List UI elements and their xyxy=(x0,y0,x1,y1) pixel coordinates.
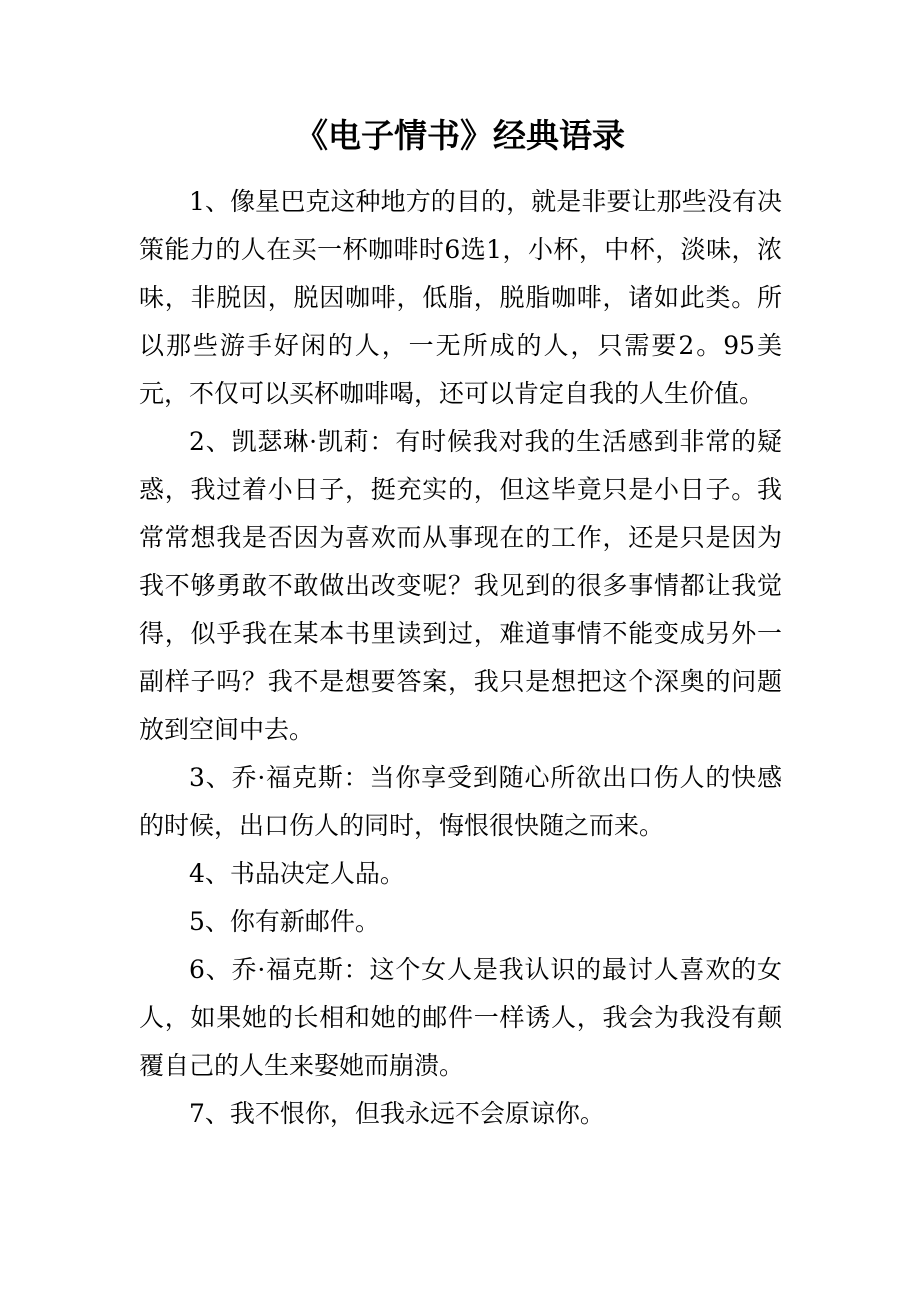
quote-paragraph-3: 3、乔·福克斯：当你享受到随心所欲出口伤人的快感的时候，出口伤人的同时，悔恨很快随之而来。 xyxy=(139,763,782,840)
quote-paragraph-5: 5、你有新邮件。 xyxy=(189,907,380,936)
document-body xyxy=(139,178,782,1138)
quote-paragraph-6: 6、乔·福克斯：这个女人是我认识的最讨人喜欢的女人，如果她的长相和她的邮件一样诱人，我会为我没有颠覆自己的人生来娶她而崩溃。 xyxy=(139,955,782,1080)
document-title: 《电子情书》经典语录 xyxy=(295,116,625,155)
quote-paragraph-1: 1、像星巴克这种地方的目的，就是非要让那些没有决策能力的人在买一杯咖啡时6选1，小杯，中杯，淡味，浓味，非脱因，脱因咖啡，低脂，脱脂咖啡，诸如此类。所以那些游手好闲的人，一无所成的人，只需要2。95美元，不仅可以买杯咖啡喝，还可以肯定自我的人生价值。 xyxy=(139,187,782,408)
quote-paragraph-7: 7、我不恨你，但我永远不会原谅你。 xyxy=(189,1099,605,1128)
quote-paragraph-2: 2、凯瑟琳·凯莉：有时候我对我的生活感到非常的疑惑，我过着小日子，挺充实的，但这毕竟只是小日子。我常常想我是否因为喜欢而从事现在的工作，还是只是因为我不够勇敢不敢做出改变呢？我见到的很多事情都让我觉得，似乎我在某本书里读到过，难道事情不能变成另外一副样子吗？我不是想要答案，我只是想把这个深奥的问题放到空间中去。 xyxy=(139,427,782,744)
quote-paragraph-4: 4、书品决定人品。 xyxy=(189,859,405,888)
